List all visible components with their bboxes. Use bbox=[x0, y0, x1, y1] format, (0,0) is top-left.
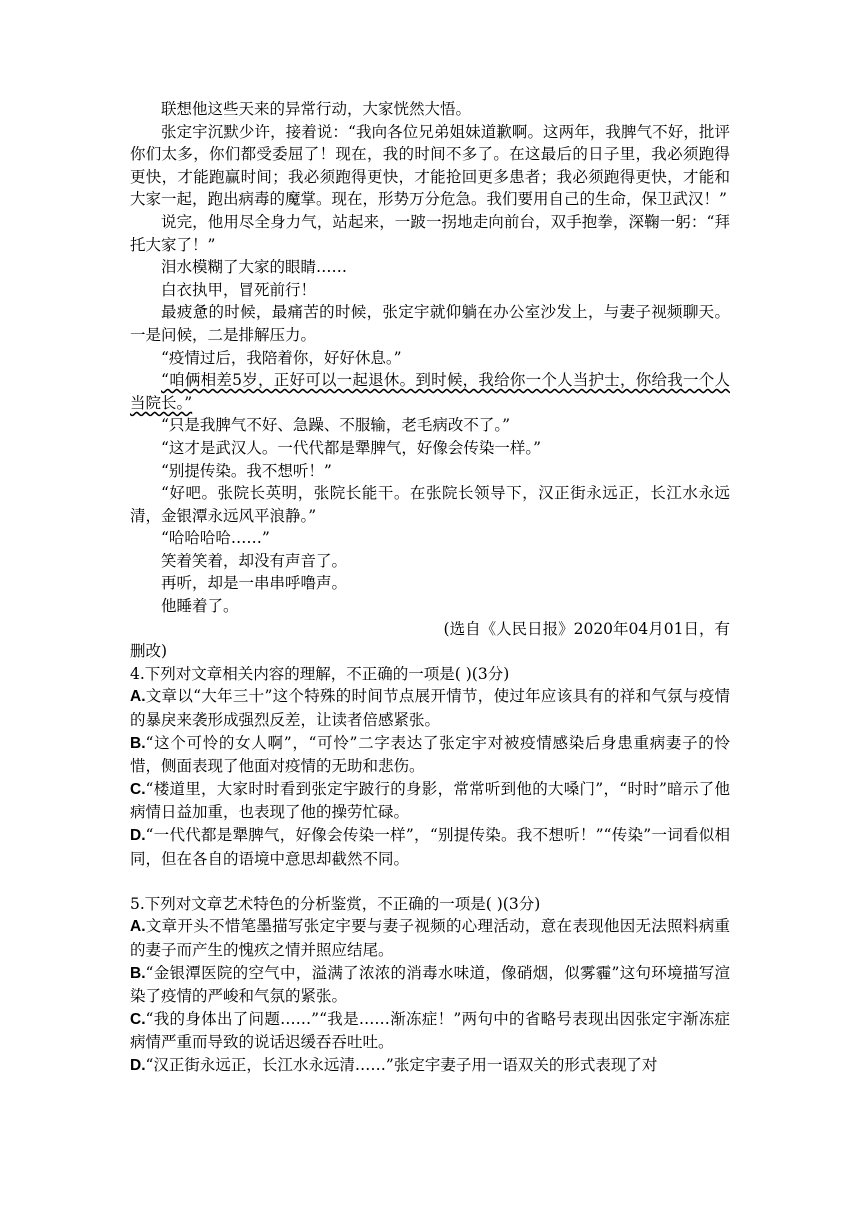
paragraph: 笑着笑着，却没有声音了。 bbox=[161, 551, 348, 570]
option-b bbox=[130, 962, 730, 1008]
question-stem: 5.下列对文章艺术特色的分析鉴赏，不正确的一项是( )(3分) bbox=[130, 894, 541, 913]
option-text: “楼道里，大家时时看到张定宇跛行的身影，常常听到他的大嗓门”，“时时”暗示了他病情日益加重，也表现了他的操劳忙碌。 bbox=[130, 779, 730, 822]
option-letter: B. bbox=[130, 734, 146, 752]
option-letter: C. bbox=[130, 1010, 146, 1028]
option-letter: A. bbox=[130, 918, 146, 936]
option-text: “这个可怜的女人啊”，“可怜”二字表达了张定宇对被疫情感染后身患重病妻子的怜惜，侧面表现了他面对疫情的无助和悲伤。 bbox=[130, 733, 730, 776]
option-d bbox=[130, 824, 730, 870]
option-text: 文章开头不惜笔墨描写张定宇要与妻子视频的心理活动，意在表现他因无法照料病重的妻子而产生的愧疚之情并照应结尾。 bbox=[130, 917, 730, 959]
source-citation: (选自《人民日报》2020年04月01日，有 bbox=[443, 619, 730, 638]
question-4 bbox=[130, 663, 730, 870]
question-5 bbox=[130, 893, 730, 1078]
paragraph: 说完，他用尽全身力气，站起来，一跛一拐地走向前台，双手抱拳，深鞠一躬：“拜托大家了！” bbox=[130, 212, 730, 254]
option-text: “一代代都是犟脾气，好像会传染一样”，“别提传染。我不想听！”“传染”一词看似相同，但在各自的语境中意思却截然不同。 bbox=[130, 826, 730, 868]
wavy-underlined-text: “咱俩相差5岁，正好可以一起退休。到时候，我给你一个人当护士，你给我一个人当院长。” bbox=[130, 371, 730, 412]
option-c bbox=[130, 778, 730, 824]
document-content bbox=[130, 98, 730, 1078]
option-text: “我的身体出了问题……”“我是……渐冻症！”两句中的省略号表现出因张定宇渐冻症病情严重而导致的说话迟缓吞吞吐吐。 bbox=[130, 1009, 730, 1052]
option-text: “金银潭医院的空气中，溢满了浓浓的消毒水味道，像硝烟，似雾霾”这句环境描写渲染了疫情的严峻和气氛的紧张。 bbox=[130, 963, 730, 1006]
paragraph: 张定宇沉默少许，接着说：“我向各位兄弟姐妹道歉啊。这两年，我脾气不好，批评你们太多，你们都受委屈了！现在，我的时间不多了。在这最后的日子里，我必须跑得更快，才能跑赢时间；我必须跑得更快，才能抢回更多患者；我必须跑得更快，才能和大家一起，跑出病毒的魔掌。现在，形势万分危急。我们要用自己的生命，保卫武汉！” bbox=[130, 122, 730, 209]
option-letter: D. bbox=[130, 827, 146, 844]
spacer bbox=[130, 870, 730, 893]
option-text: 文章以“大年三十”这个特殊的时间节点展开情节，使过年应该具有的祥和气氛与疫情的暴戾来袭形成强烈反差，让读者倍感紧张。 bbox=[130, 687, 730, 730]
option-a bbox=[130, 685, 730, 731]
option-d bbox=[130, 1054, 730, 1078]
paragraph: 最疲惫的时候，最痛苦的时候，张定宇就仰躺在办公室沙发上，与妻子视频聊天。一是问候，二是排解压力。 bbox=[130, 303, 730, 344]
option-letter: C. bbox=[130, 780, 146, 798]
option-text: “汉正街永远正，长江水永远清……”张定宇妻子用一语双关的形式表现了对 bbox=[145, 1055, 658, 1074]
dialogue-line: “好吧。张院长英明，张院长能干。在张院长领导下，汉正街永远正，长江水永远清，金银潭永远风平浪静。” bbox=[130, 484, 730, 525]
source-citation-continued: 删改) bbox=[130, 642, 168, 661]
paragraph: 再听，却是一串串呼噜声。 bbox=[161, 574, 348, 593]
dialogue-line: “这才是武汉人。一代代都是犟脾气，好像会传染一样。” bbox=[161, 438, 542, 457]
option-a bbox=[130, 915, 730, 961]
option-b bbox=[130, 732, 730, 778]
option-c bbox=[130, 1008, 730, 1054]
dialogue-line: “疫情过后，我陪着你，好好休息。” bbox=[161, 348, 402, 367]
paragraph: 白衣执甲，冒死前行！ bbox=[161, 280, 317, 299]
paragraph: 泪水模糊了大家的眼睛…… bbox=[161, 258, 348, 277]
option-letter: A. bbox=[130, 688, 146, 706]
dialogue-line: “别提传染。我不想听！” bbox=[161, 461, 332, 480]
paragraph: 他睡着了。 bbox=[161, 597, 239, 616]
dialogue-line: “哈哈哈哈……” bbox=[161, 529, 270, 548]
paragraph: 联想他这些天来的异常行动，大家恍然大悟。 bbox=[161, 100, 472, 118]
dialogue-line-underlined bbox=[130, 369, 730, 414]
option-letter: D. bbox=[130, 1056, 146, 1074]
option-letter: B. bbox=[130, 964, 146, 982]
question-stem: 4.下列对文章相关内容的理解，不正确的一项是( )(3分) bbox=[130, 664, 510, 683]
dialogue-line: “只是我脾气不好、急躁、不服输，老毛病改不了。” bbox=[161, 416, 511, 435]
